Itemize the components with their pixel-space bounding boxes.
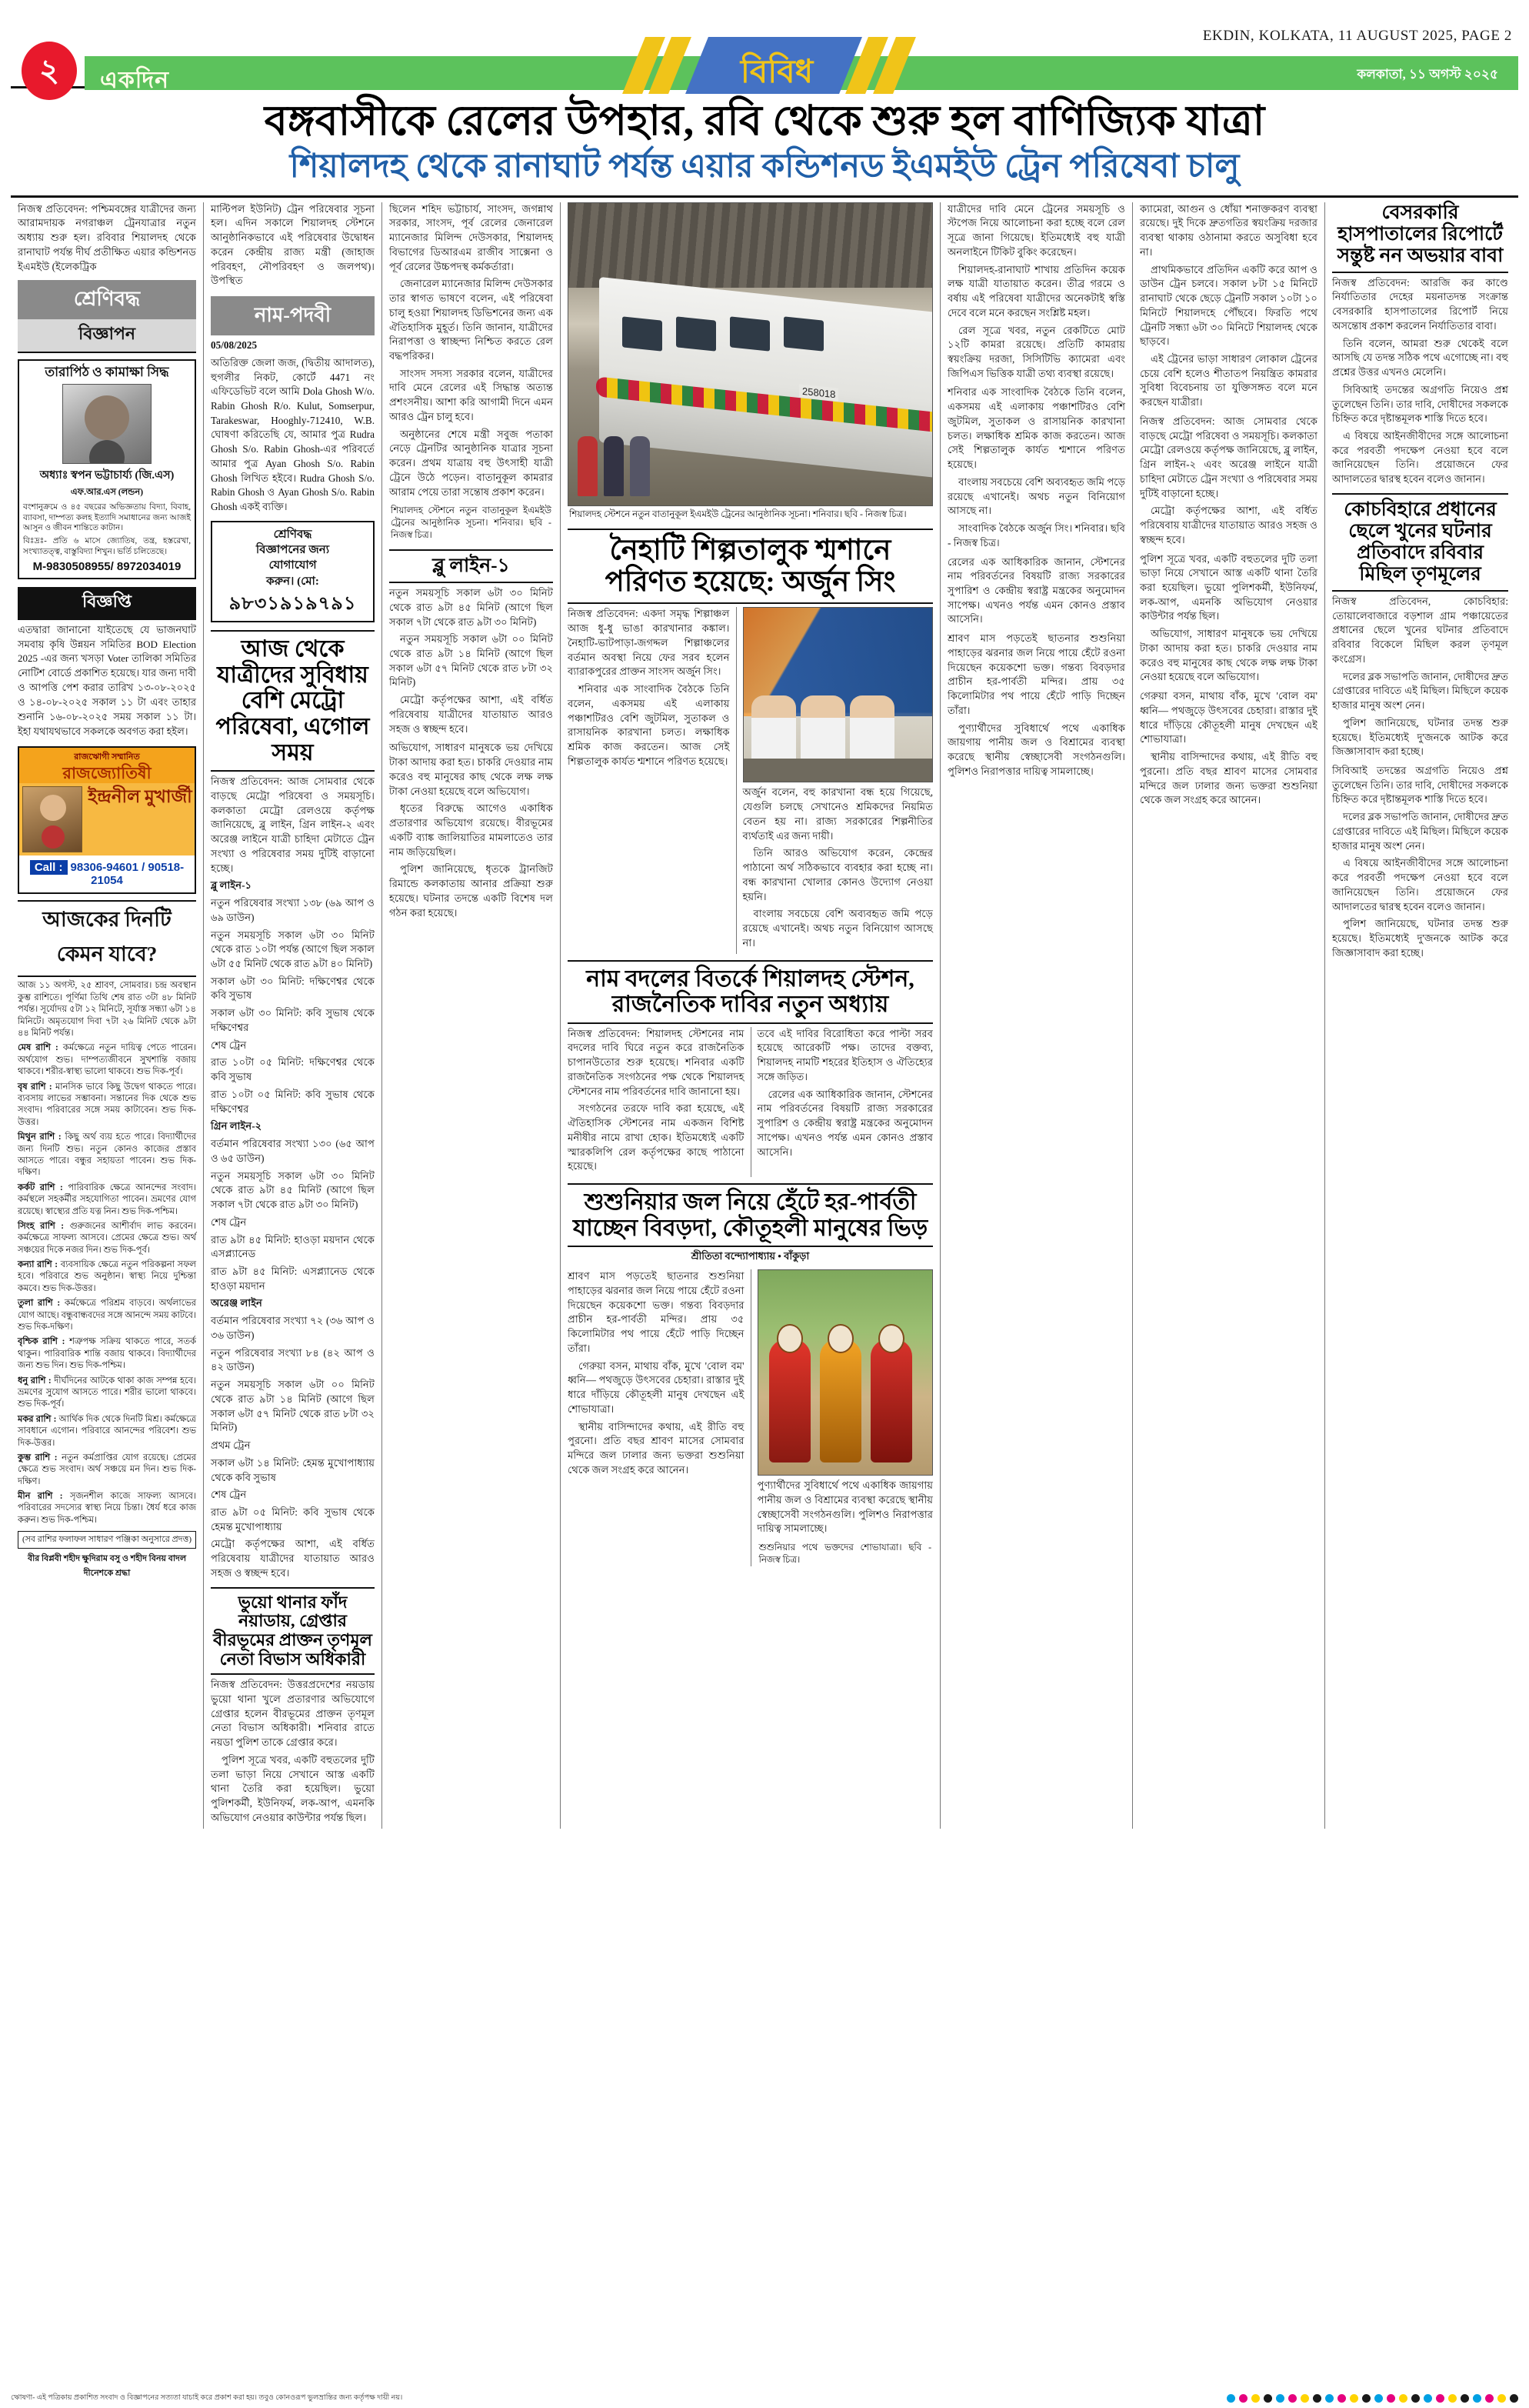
classified-heading: শ্রেণিবদ্ধ — [18, 280, 196, 319]
horoscope-item — [18, 1414, 196, 1449]
horoscope-text: আর্থিক দিক থেকে দিনটি মিশ্র। কর্মক্ষেত্রে সাবধানে এগোন। পরিবারে আনন্দের পরিবেশ। শুভ দিক-উত্তর। — [18, 1414, 196, 1448]
horoscope-item — [18, 1082, 196, 1129]
devotee-figure — [820, 1339, 861, 1462]
registration-dots — [407, 2394, 1518, 2403]
metro-line: শেষ ট্রেন — [211, 1216, 247, 1228]
metro-line: সকাল ৬টা ১৪ মিনিট: হেমন্ত মুখোপাধ্যায় থেকে কবি সুভাষ — [211, 1456, 375, 1483]
horoscope-text: সৃজনশীল কাজে সাফল্য আসবে। পরিবারের সদস্যের স্বাস্থ্য নিয়ে চিন্তা। ধৈর্য ধরে কাজ করুন। শুভ দিক-পশ্চিম। — [18, 1492, 196, 1525]
horoscope-item — [18, 1298, 196, 1333]
registration-dot — [1436, 2394, 1444, 2403]
shushunia-photo-caption: শুশুনিয়ার পথে ভক্তদের শোভাযাত্রা। ছবি - নিজস্ব চিত্র। — [758, 1542, 931, 1566]
horoscope-item — [18, 1336, 196, 1372]
metro-line: বর্তমান পরিষেবার সংখ্যা ১৩০ (৬৫ আপ ও ৬৫ ডাউন) — [211, 1138, 375, 1164]
metro-line-title: গ্রিন লাইন-২ — [211, 1120, 262, 1132]
shushunia-text-col1: শ্রাবণ মাস পড়তেই ছাতনার শুশুনিয়া পাহাড়ের ঝরনার জল নিয়ে পায়ে হেঁটে রওনা দিয়েছেন কয়েকশো ভক্ত। গন্তব্য বিবড়দার প্রাচীন হর-পার্বতী মন্দির। প্রায় ৩৫ কিলোমিটার পথ পায়ে হেঁটে পাড়ি দিচ্ছেন তাঁরা। গেরুয়া বসন, মাথায় বাঁক, মুখে 'বোল বম' ধ্বনি— পথজুড়ে উৎসবের চেহারা। রাস্তার দুই ধারে দাঁড়িয়ে কৌতূহলী মানুষ দেখছেন এই শোভাযাত্রা। স্থানীয় বাসিন্দাদের কথায়, এই রীতি বহু পুরনো। প্রতি বছর শ্রাবণ মাসের সোমবার মন্দিরে জল ঢালার জন্য ভক্তরা শুশুনিয়া থেকে জল সংগ্রহ করে আনেন। — [568, 1270, 745, 1476]
metro-line: নতুন সময়সূচি সকাল ৬টা ৩০ মিনিট থেকে রাত ৯টা ৪৫ মিনিট (আগে ছিল সকাল ৭টা থেকে রাত ৯টা ৩০ মিনিট) — [211, 1169, 375, 1211]
rajjyotishi-name-wrap — [85, 783, 195, 855]
bhuya-headline: ভুয়ো থানার ফাঁদ নয়াডায়, গ্রেপ্তার বীরভূমের প্রাক্তন তৃণমূল নেতা বিভাস অধিকারী — [211, 1587, 375, 1676]
bhuya-right-fill: পুলিশ সূত্রে খবর, একটি বহুতলের দুটি তলা ভাড়া নিয়ে সেখানে আস্ত একটি থানা তৈরি করা হয়েছিল। ভুয়ো পুলিশকর্মী, ইউনিফর্ম, লক-আপ, এমনকি অভিযোগ নেওয়ার কাউন্টার পর্যন্ত ছিল। অভিযোগ, সাধারণ মানুষকে ভয় দেখিয়ে টাকা আদায় করা হত। চাকরি দেওয়ার নাম করেও বহু মানুষের কাছ থেকে লক্ষ লক্ষ টাকা নেওয়া হয়েছে বলে অভিযোগ। — [1140, 552, 1317, 683]
metro-line: সকাল ৬টা ৩০ মিনিট: দক্ষিণেশ্বর থেকে কবি সুভাষ — [211, 975, 375, 1002]
horoscope-text: দীর্ঘদিনের আটকে থাকা কাজ সম্পন্ন হবে। ভ্রমণের সুযোগ আসতে পারে। শরীর ভালো থাকবে। শুভ দিক-পূর্ব। — [18, 1376, 196, 1409]
rajjyotishi-ad-top — [19, 748, 195, 783]
metro-headline-dup: ব্লু লাইন-১ — [389, 549, 553, 583]
devotee-head — [878, 1324, 904, 1353]
lead-text-right-1: যাত্রীদের দাবি মেনে ট্রেনের সময়সূচি ও স্টপেজ নিয়ে আলোচনা করা হচ্ছে বলে রেল সূত্রে জানা গিয়েছে। ইতিমধ্যেই বহু যাত্রী অনলাইনে টিকিট বুকিং করেছেন। শিয়ালদহ-রানাঘাট শাখায় প্রতিদিন কয়েক লক্ষ যাত্রী যাতায়াত করেন। তীব্র গরমে ও বর্ষায় এই পরিষেবা যাত্রীদের অনেকটাই স্বস্তি দেবে বলে মনে করছেন সংশ্লিষ্ট মহল। রেল সূত্রে খবর, নতুন রেকটিতে মোট ১২টি কামরা রয়েছে। প্রতিটি কামরায় স্বয়ংক্রিয় দরজা, সিসিটিভি ক্যামেরা এবং জিপিএস ভিত্তিক যাত্রী তথ্য ব্যবস্থা রয়েছে। — [948, 202, 1125, 379]
horoscope-text: শত্রুপক্ষ সক্রিয় থাকতে পারে, সতর্ক থাকুন। পারিবারিক শান্তি বজায় থাকবে। বিদ্যার্থীদের জন্য শুভ দিন। শুভ দিক-পশ্চিম। — [18, 1337, 196, 1371]
astrologer-ad-body: বংশানুক্রমে ও ৪৫ বছরের অভিজ্ঞতায় বিদ্যা, বিবাহ, ব্যাবসা, দাম্পত্য কলহ ইত্যাদি সমাধানের জন্য আজই আসুন ও জীবন শান্তিতে কাটান। — [23, 502, 191, 533]
metro-line: নতুন পরিষেবার সংখ্যা ৮৪ (৪২ আপ ও ৪২ ডাউন) — [211, 1346, 375, 1373]
private-hospital-body: নিজস্ব প্রতিবেদন: আরজি কর কাণ্ডে নির্যাতিতার দেহের ময়নাতদন্ত সংক্রান্ত বেসরকারি হাসপাতালের রিপোর্ট নিয়ে অসন্তোষ প্রকাশ করলেন নির্যাতিতার বাবা। তিনি বলেন, আমরা শুরু থেকেই বলে আসছি যে তদন্ত সঠিক পথে এগোচ্ছে না। বহু প্রশ্নের উত্তর এখনও মেলেনি। সিবিআই তদন্তের অগ্রগতি নিয়েও প্রশ্ন তুলেছেন তিনি। তার দাবি, দোষীদের সকলকে চিহ্নিত করে দৃষ্টান্তমূলক শাস্তি দিতে হবে। এ বিষয়ে আইনজীবীদের সঙ্গে আলোচনা করে পরবর্তী পদক্ষেপ নেওয়া হবে বলে জানিয়েছেন তিনি। প্রয়োজনে ফের আদালতের দ্বারস্থ হবেন বলেও জানান। — [1332, 276, 1508, 485]
metro-line-title: ব্লু লাইন-১ — [211, 879, 252, 892]
registration-dot — [1264, 2394, 1272, 2403]
lead-text-right-2: ক্যামেরা, আগুন ও ধোঁয়া শনাক্তকরণ ব্যবস্থা রয়েছে। দুই দিকে দ্রুতগতির স্বয়ংক্রিয় দরজার ব্যবস্থা থাকায় ওঠানামা করতে অসুবিধা হবে না। প্রাথমিকভাবে প্রতিদিন একটি করে আপ ও ডাউন ট্রেন চলবে। সকাল ৮টা ১৫ মিনিটে রানাঘাট থেকে ছেড়ে ট্রেনটি সকাল ১০টা ১০ মিনিটে শিয়ালদহে পৌঁছবে। ফিরতি পথে ট্রেনটি সন্ধ্যা ৬টা ৩০ মিনিটে শিয়ালদহ থেকে ছাড়বে। এই ট্রেনের ভাড়া সাধারণ লোকাল ট্রেনের চেয়ে বেশি হলেও শীতাতপ নিয়ন্ত্রিত কামরার সুবিধা বিবেচনায় তা যুক্তিসঙ্গত বলে মনে করছেন যাত্রীরা। — [1140, 202, 1317, 409]
devotee-head — [828, 1324, 854, 1353]
lead-photo-caption: শিয়ালদহ স্টেশনে নতুন বাতানুকূল ইএমইউ ট্রেনের আনুষ্ঠানিক সূচনা। শনিবার। ছবি - নিজস্ব চিত্র। — [391, 505, 551, 541]
sealdah-text-col2: তবে এই দাবির বিরোধিতা করে পাল্টা সরব হয়েছে আরেকটি পক্ষ। তাদের বক্তব্য, শিয়ালদহ নামটি শহরের ইতিহাস ও ঐতিহ্যের সঙ্গে জড়িত। রেলের এক আধিকারিক জানান, স্টেশনের নাম পরিবর্তনের বিষয়টি রাজ্য সরকারের সুপারিশ ও কেন্দ্রীয় স্বরাষ্ট্র মন্ত্রকের অনুমোদন সাপেক্ষ। এখনও পর্যন্ত এমন কোনও প্রস্তাব আসেনি। — [751, 1027, 934, 1177]
name-change-heading: নাম-পদবী — [211, 296, 375, 335]
astrologer-phone[interactable]: M-9830508955/ 8972034019 — [32, 559, 182, 573]
sealdah-text-col1: নিজস্ব প্রতিবেদন: শিয়ালদহ স্টেশনের নাম বদলের দাবি ঘিরে নতুন করে রাজনৈতিক চাপানউতোর শুরু হয়েছে। শনিবার একটি রাজনৈতিক সংগঠনের পক্ষ থেকে শিয়ালদহ স্টেশনের নাম পরিবর্তনের দাবি জানানো হয়। সংগঠনের তরফে দাবি করা হয়েছে, এই ঐতিহাসিক স্টেশনের নাম একজন বিশিষ্ট মনীষীর নামে রাখা হোক। ইতিমধ্যেই একটি স্মারকলিপি রেল কর্তৃপক্ষের কাছে পাঠানো হয়েছে। — [568, 1027, 745, 1172]
arjun-right — [736, 607, 934, 953]
section-title: বিবিধ — [740, 55, 814, 90]
shushunia-right — [751, 1269, 934, 1566]
classified-section — [18, 280, 196, 739]
horoscope-item — [18, 1376, 196, 1411]
registration-dot — [1362, 2394, 1371, 2403]
registration-dot — [1313, 2394, 1321, 2403]
horoscope-item — [18, 1259, 196, 1295]
column-5 — [940, 202, 1132, 1829]
registration-dot — [1497, 2394, 1506, 2403]
metro-line: রাত ১০টা ০৫ মিনিট: দক্ষিণেশ্বর থেকে কবি সুভাষ — [211, 1056, 375, 1083]
horoscope-sign: ধনু রাশি : — [18, 1376, 52, 1386]
horoscope-sign: সিংহ রাশি : — [18, 1221, 65, 1231]
train-window — [676, 316, 716, 351]
sealdah-headline: নাম বদলের বিতর্কে শিয়ালদহ স্টেশন, রাজনৈতিক দাবির নতুন অধ্যায় — [568, 960, 933, 1024]
registration-dot — [1411, 2394, 1420, 2403]
horoscope-item — [18, 1182, 196, 1218]
paper-name: একদিন — [100, 68, 170, 93]
devotees-procession-photo — [758, 1269, 934, 1476]
horoscope-heading: আজকের দিনটি কেমন যাবে? — [18, 900, 196, 977]
imprint-text: ঋোষণা- এই পত্রিকায় প্রকাশিত সংবাদ ও বিজ্ঞাপনের সত্যতা যাচাই করে প্রকাশ করা হয়। তবুও কোনওরূপ ভুলভ্রান্তির জন্য কর্তৃপক্ষ দায়ী নয়। — [11, 2393, 403, 2402]
train-window — [784, 316, 824, 351]
person-figure — [604, 436, 624, 496]
coochbehar-body: নিজস্ব প্রতিবেদন, কোচবিহার: তোয়ালেবাজারে বড়শাল গ্রাম পঞ্চায়েতের প্রধানের ছেলে খুনের ঘটনার প্রতিবাদে রবিবার বিকেলে মিছিল করল তৃণমূল কংগ্রেস। দলের ব্লক সভাপতি জানান, দোষীদের দ্রুত গ্রেপ্তারের দাবিতে এই মিছিল। মিছিলে কয়েক হাজার মানুষ অংশ নেন। পুলিশ জানিয়েছে, ঘটনার তদন্ত শুরু হয়েছে। ইতিমধ্যেই দু'জনকে আটক করে জিজ্ঞাসাবাদ করা হচ্ছে। — [1332, 595, 1508, 758]
horoscope-text: ব্যবসায়িক ক্ষেত্রে নতুন পরিকল্পনা সফল হবে। পরিবারে শুভ অনুষ্ঠান। স্বাস্থ্য নিয়ে দুশ্চিন্তা কমবে। শুভ দিক-উত্তর। — [18, 1260, 197, 1293]
metro-section-orange — [211, 1296, 375, 1580]
main-grid — [11, 202, 1518, 1829]
name-change-text: অতিরিক্ত জেলা জজ, (দ্বিতীয় আদালত), হুগলীর নিকট, কোর্টে 4471 নং এফিডেভিট বলে আমি Dola Ghosh W/o. Rabin Ghosh R/o. Kulut, Somserpur, Tarakeswar, Hooghly-712410, W.B. ঘোষণা করিতেছি যে, আমার পুত্র Rudra Ghosh S/o. Rabin Ghosh-এর পরিবর্তে আমার পুত্র Ayan Ghosh S/o. Rabin Ghosh লিখিত হইবে। Rudra Ghosh S/o. Rabin Ghosh ও Ayan Ghosh S/o. Rabin Ghosh একই ব্যক্তি। — [211, 356, 375, 513]
horoscope-text: মানসিক ভাবে কিছু উদ্বেগ থাকতে পারে। ব্যবসায় লাভের সম্ভাবনা। সন্তানের দিক থেকে শুভ সংবাদ। পরিবারের সঙ্গে সময় কাটাবেন। শুভ দিক-উত্তর। — [18, 1082, 196, 1127]
registration-dot — [1424, 2394, 1432, 2403]
metro-intro: নিজস্ব প্রতিবেদন: আজ সোমবার থেকে বাড়ছে মেট্রো পরিষেবা ও সময়সূচি। কলকাতা মেট্রো রেলওয়ে কর্তৃপক্ষ জানিয়েছে, ব্লু লাইন, গ্রিন লাইন-২ এবং অরেঞ্জ লাইনে যাত্রী চাহিদা মেটাতে ট্রেন সংখ্যা ও পরিষেবার সময় দুটিই বাড়ানো হচ্ছে। — [211, 775, 375, 874]
horoscope-intro: আজ ১১ অগস্ট, ২৫ শ্রাবণ, সোমবার। চন্দ্র অবস্থান কুম্ভ রাশিতে। পূর্ণিমা তিথি শেষ রাত ৩টা ৪৮ মিনিট পর্যন্ত। সূর্যোদয় ৫টা ১২ মিনিটে, সূর্যাস্ত সন্ধ্যা ৬টা ১৪ মিনিটে। অমৃতযোগ দিবা ৭টা ২৬ মিনিট থেকে ৯টা ৪৪ মিনিট পর্যন্ত। — [18, 981, 196, 1039]
lead-subheadline: শিয়ালদহ থেকে রানাঘাট পর্যন্ত এয়ার কন্ডিশনড ইএমইউ ট্রেন পরিষেবা চালু — [289, 148, 1240, 185]
sealdah-body-grid — [568, 1027, 933, 1177]
shushunia-text-col2: পুণ্যার্থীদের সুবিধার্থে পথে একাধিক জায়গায় পানীয় জল ও বিশ্রামের ব্যবস্থা করেছে স্থানীয় স্বেচ্ছাসেবী সংগঠনগুলি। পুলিশও নিরাপত্তার দায়িত্ব সামলাচ্ছে। — [757, 1479, 933, 1535]
notice-body: এতদ্বারা জানানো যাইতেছে যে ভাজনঘাট সমবায় কৃষি উন্নয়ন সমিতির BOD Election 2025 -এর জন্য খসড়া Voter তালিকা সমিতির নোটিশ বোর্ডে প্রকাশিত হয়েছে। যার জন্য দাবী ও আপত্তি পেশ করার তারিখ ১৩-০৮-২০২৫ ও ১৪-০৮-২০২৫ সকাল ১১ টা এবং তাহার শুনানি ১৬-০৮-২০২৫ সময় সকাল ১১ টা। ইহা যথাযথভাবে সকলকে অবগত করা হইল। — [18, 623, 196, 737]
registration-dot — [1337, 2394, 1346, 2403]
metro-line: সকাল ৬টা ৩০ মিনিট: কবি সুভাষ থেকে দক্ষিণেশ্বর — [211, 1007, 375, 1033]
shushunia-headline: শুশুনিয়ার জল নিয়ে হেঁটে হর-পার্বতী যাচ্ছেন বিবড়দা, কৌতূহলী মানুষের ভিড় — [568, 1183, 933, 1247]
column-3 — [381, 202, 560, 1829]
name-change-body — [211, 339, 375, 515]
metro-line: রাত ৯টা ৪৫ মিনিট: হাওড়া ময়দান থেকে এসপ্ল্যানেড — [211, 1233, 375, 1260]
horoscope-footnote: (সব রাশির ফলাফল সাধারণ পঞ্জিকা অনুসারে প্রদত্ত) — [18, 1531, 196, 1548]
horoscope-sign: মিথুন রাশি : — [18, 1132, 62, 1142]
astrologer-photo — [62, 384, 152, 464]
registration-dot — [1350, 2394, 1358, 2403]
horoscope-text: কিছু অর্থ ব্যয় হতে পারে। বিদ্যার্থীদের জন্য দিনটি শুভ। নতুন কোনও কাজের প্রস্তাব আসতে পারে। বন্ধুর সহায়তা পাবেন। শুভ দিক-দক্ষিণ। — [18, 1132, 196, 1178]
coochbehar-headline: কোচবিহারে প্রধানের ছেলে খুনের ঘটনার প্রতিবাদে রবিবার মিছিল তৃণমূলের — [1332, 493, 1508, 592]
metro-line: শেষ ট্রেন — [211, 1039, 247, 1051]
metro-outro: মেট্রো কর্তৃপক্ষের আশা, এই বর্ধিত পরিষেবায় যাত্রীদের যাতায়াত আরও সহজ ও স্বচ্ছন্দ হবে। — [211, 1538, 375, 1579]
bhuya-text-col2: অভিযোগ, সাধারণ মানুষকে ভয় দেখিয়ে টাকা আদায় করা হত। চাকরি দেওয়ার নাম করেও বহু মানুষের কাছ থেকে লক্ষ লক্ষ টাকা নেওয়া হয়েছে বলে অভিযোগ। ধৃতের বিরুদ্ধে আগেও একাধিক প্রতারণার অভিযোগ রয়েছে। বীরভূমের একটি ব্যাঙ্ক জালিয়াতির মামলাতেও তার নাম জড়িয়েছিল। পুলিশ জানিয়েছে, ধৃতকে ট্রানজিট রিমান্ডে কলকাতায় আনার প্রক্রিয়া শুরু হয়েছে। ঘটনার তদন্তে একটি বিশেষ দল গঠন করা হয়েছে। — [389, 742, 553, 919]
page-number-badge: ২ — [22, 42, 77, 100]
horoscope-text: কর্মক্ষেত্রে পরিশ্রম বাড়বে। অর্থলাভের যোগ আছে। বন্ধুবান্ধবদের সঙ্গে আনন্দে সময় কাটবে। শুভ দিক-দক্ষিণ। — [18, 1299, 196, 1332]
astrologer-credentials: এফ.আর.এস (লন্ডন) — [70, 487, 144, 497]
registration-dot — [1485, 2394, 1494, 2403]
registration-dot — [1227, 2394, 1235, 2403]
registration-dot — [1276, 2394, 1284, 2403]
sealdah-extra-col: রেলের এক আধিকারিক জানান, স্টেশনের নাম পরিবর্তনের বিষয়টি রাজ্য সরকারের সুপারিশ ও কেন্দ্রীয় স্বরাষ্ট্র মন্ত্রকের অনুমোদন সাপেক্ষ। এখনও পর্যন্ত এমন কোনও প্রস্তাব আসেনি। — [948, 555, 1125, 625]
classified-subheading: বিজ্ঞাপন — [18, 319, 196, 353]
private-hospital-headline: বেসরকারি হাসপাতালের রিপোর্টে সন্তুষ্ট নন অভয়ার বাবা — [1332, 202, 1508, 273]
metro-line: নতুন সময়সূচি সকাল ৬টা ০০ মিনিট থেকে রাত ৯টা ১৪ মিনিট (আগে ছিল সকাল ৬টা ৫৭ মিনিট থেকে রাত ৮টা ৩২ মিনিট) — [211, 1379, 375, 1434]
devotee-head — [777, 1324, 803, 1353]
lead-text-col1: নিজস্ব প্রতিবেদন: পশ্চিমবঙ্গের যাত্রীদের জন্য আরামদায়ক নগরাঞ্চল ট্রেনযাত্রার নতুন অধ্যায় শুরু হল। রবিবার শিয়ালদহ থেকে রানাঘাট পর্যন্ত দীর্ঘ প্রতীক্ষিত এয়ার কন্ডিশনড ইএমইউ (ইলেকট্রিক — [18, 202, 196, 272]
metro-line: নতুন পরিষেবার সংখ্যা ১৩৮ (৬৯ আপ ও ৬৯ ডাউন) — [211, 897, 375, 923]
english-dateline: EKDIN, KOLKATA, 11 AUGUST 2025, PAGE 2 — [1202, 28, 1512, 44]
horoscope-text: গুরুজনের আশীর্বাদ লাভ করবেন। কর্মক্ষেত্রে সাফল্য আসবে। প্রেমের ক্ষেত্রে শুভ। অর্থ সঞ্চয়ের দিকে নজর দিন। শুভ দিক-পূর্ব। — [18, 1221, 196, 1255]
train-photo — [568, 202, 933, 506]
train-photo-caption: শিয়ালদহ স্টেশনে নতুন বাতানুকূল ইএমইউ ট্রেনের আনুষ্ঠানিক সূচনা। শনিবার। ছবি - নিজস্ব চিত্র। — [569, 508, 907, 519]
registration-dot — [1239, 2394, 1248, 2403]
train-coach-number: 258018 — [799, 384, 838, 401]
horoscope-sign: বৃষ রাশি : — [18, 1082, 52, 1092]
registration-dot — [1374, 2394, 1383, 2403]
metro-section-blue — [211, 879, 375, 1116]
person-figure — [630, 436, 650, 496]
horoscope-sign: মকর রাশি : — [18, 1414, 57, 1424]
registration-dot — [1461, 2394, 1469, 2403]
column-7 — [1324, 202, 1515, 1829]
lead-text-col2: মাল্টিপল ইউনিট) ট্রেন পরিষেবার সূচনা হল। এদিন সকালে শিয়ালদহ স্টেশনে আনুষ্ঠানিকভাবে এই পরিষেবার উদ্বোধন করেন কেন্দ্রীয় রাজ্য মন্ত্রী (জাহাজ পরিবহণ, নৌপরিবহণ ও জলপথ)। উপস্থিত — [211, 202, 375, 287]
horoscope-item — [18, 1452, 196, 1488]
column7-extra: সিবিআই তদন্তের অগ্রগতি নিয়েও প্রশ্ন তুলেছেন তিনি। তার দাবি, দোষীদের সকলকে চিহ্নিত করে দৃষ্টান্তমূলক শাস্তি দিতে হবে। দলের ব্লক সভাপতি জানান, দোষীদের দ্রুত গ্রেপ্তারের দাবিতে এই মিছিল। মিছিলে কয়েক হাজার মানুষ অংশ নেন। এ বিষয়ে আইনজীবীদের সঙ্গে আলোচনা করে পরবর্তী পদক্ষেপ নেওয়া হবে বলে জানিয়েছেন তিনি। প্রয়োজনে ফের আদালতের দ্বারস্থ হবেন বলেও জানান। পুলিশ জানিয়েছে, ঘটনার তদন্ত শুরু হয়েছে। ইতিমধ্যেই দু'জনকে আটক করে জিজ্ঞাসাবাদ করা হচ্ছে। — [1332, 764, 1508, 959]
arjun-extra-col: শনিবার এক সাংবাদিক বৈঠকে তিনি বলেন, একসময় এই এলাকায় পঞ্চাশটিরও বেশি জুটমিল, সুতাকল ও রাসায়নিক কারখানা চলত। লক্ষাধিক শ্রমিক কাজ করতেন। আজ সেই শিল্পতালুক কার্যত শ্মশানে পরিণত হয়েছে। বাংলায় সবচেয়ে বেশি অব্যবহৃত জমি পড়ে রয়েছে এখানেই। অথচ নতুন বিনিয়োগ আসছে না। সাংবাদিক বৈঠকে অর্জুন সিং। শনিবার। ছবি - নিজস্ব চিত্র। — [948, 386, 1125, 549]
horoscope-sign: তুলা রাশি : — [18, 1299, 61, 1309]
horoscope-sign: কন্যা রাশি : — [18, 1260, 58, 1270]
horoscope-sign: কুম্ভ রাশি : — [18, 1452, 58, 1462]
devotee-figure — [871, 1339, 912, 1462]
press-table — [744, 759, 933, 782]
shushunia-byline: শ্রীতিতা বন্দ্যোপাধ্যায় • বাঁকুড়া — [691, 1250, 810, 1262]
rajjyotishi-phone[interactable]: 98306-94601 / 90518-21054 — [70, 861, 185, 888]
metro-line: প্রথম ট্রেন — [211, 1439, 251, 1452]
rajjyotishi-photo — [22, 786, 82, 852]
bhuya-text-col1: নিজস্ব প্রতিবেদন: উত্তরপ্রদেশের নয়ডায় ভুয়ো থানা খুলে প্রতারণার অভিযোগে গ্রেপ্তার হলেন বীরভূমের প্রাক্তন তৃণমূল নেতা বিভাস অধিকারী। শনিবার রাতে নয়ডা পুলিশ তাকে গ্রেপ্তার করে। পুলিশ সূত্রে খবর, একটি বহুতলের দুটি তলা ভাড়া নিয়ে সেখানে আস্ত একটি থানা তৈরি করা হয়েছিল। ভুয়ো পুলিশকর্মী, ইউনিফর্ম, লক-আপ, এমনকি অভিযোগ নেওয়ার কাউন্টার পর্যন্ত ছিল। — [211, 1679, 375, 1823]
astrologer-ad[interactable] — [18, 359, 196, 579]
metro-line-title: অরেঞ্জ লাইন — [211, 1297, 262, 1309]
classified-contact-line-3: যোগাযোগ — [268, 559, 317, 572]
arjun-text-col2: অর্জুন বলেন, বহু কারখানা বন্ধ হয়ে গিয়েছে, যেগুলি চলছে সেখানেও শ্রমিকদের নিয়মিত বেতন হয় না। রাজ্য সরকারের শিল্পনীতির ব্যর্থতাই এর জন্য দায়ী। তিনি আরও অভিযোগ করেন, কেন্দ্রের পাঠানো অর্থ সঠিকভাবে ব্যবহার করা হচ্ছে না। বন্ধ কারখানা খোলার কোনও উদ্যোগ নেওয়া হয়নি। বাংলায় সবচেয়ে বেশি অব্যবহৃত জমি পড়ে রয়েছে এখানেই। অথচ নতুন বিনিয়োগ আসছে না। — [742, 786, 933, 949]
metro-right-fill: নিজস্ব প্রতিবেদন: আজ সোমবার থেকে বাড়ছে মেট্রো পরিষেবা ও সময়সূচি। কলকাতা মেট্রো রেলওয়ে কর্তৃপক্ষ জানিয়েছে, ব্লু লাইন, গ্রিন লাইন-২ এবং অরেঞ্জ লাইনে যাত্রী চাহিদা মেটাতে ট্রেন সংখ্যা ও পরিষেবার সময় দুটিই বাড়ানো হচ্ছে। মেট্রো কর্তৃপক্ষের আশা, এই বর্ধিত পরিষেবায় যাত্রীদের যাতায়াত আরও সহজ ও স্বচ্ছন্দ হবে। — [1140, 415, 1317, 545]
metro-line: বর্তমান পরিষেবার সংখ্যা ৭২ (৩৬ আপ ও ৩৬ ডাউন) — [211, 1315, 375, 1341]
rajjyotishi-badge: রাজঋোগী সম্মানিত — [74, 752, 140, 762]
masthead — [11, 0, 1518, 93]
rajjyotishi-name: ইন্দ্রনীল মুখার্জী — [88, 787, 192, 807]
registration-dot — [1251, 2394, 1260, 2403]
classified-contact-line-1: শ্রেণিবদ্ধ — [273, 528, 312, 541]
column-6 — [1132, 202, 1324, 1829]
name-change-date: 05/08/2025 — [211, 339, 258, 352]
metro-line: রাত ১০টা ০৫ মিনিট: কবি সুভাষ থেকে দক্ষিণেশ্বর — [211, 1088, 375, 1115]
classified-contact-line-4: করুন। (মো: — [266, 575, 319, 588]
bengali-dateline: কলকাতা, ১১ অগস্ট ২০২৫ — [1357, 67, 1498, 82]
section-nameplate — [626, 37, 934, 91]
horoscope-item — [18, 1491, 196, 1526]
horoscope-sign: মেষ রাশি : — [18, 1043, 58, 1053]
shushunia-extra-col: শ্রাবণ মাস পড়তেই ছাতনার শুশুনিয়া পাহাড়ের ঝরনার জল নিয়ে পায়ে হেঁটে রওনা দিয়েছেন কয়েকশো ভক্ত। গন্তব্য বিবড়দার প্রাচীন হর-পার্বতী মন্দির। প্রায় ৩৫ কিলোমিটার পথ পায়ে হেঁটে পাড়ি দিচ্ছেন তাঁরা। পুণ্যার্থীদের সুবিধার্থে পথে একাধিক জায়গায় পানীয় জল ও বিশ্রামের ব্যবস্থা করেছে স্থানীয় স্বেচ্ছাসেবী সংগঠনগুলি। পুলিশও নিরাপত্তার দায়িত্ব সামলাচ্ছে। — [948, 632, 1125, 777]
shushunia-body-grid — [568, 1269, 933, 1566]
column-4 — [560, 202, 940, 1829]
train-window — [622, 316, 662, 351]
metro-extra: নতুন সময়সূচি সকাল ৬টা ৩০ মিনিট থেকে রাত ৯টা ৪৫ মিনিট (আগে ছিল সকাল ৭টা থেকে রাত ৯টা ৩০ মিনিট) নতুন সময়সূচি সকাল ৬টা ০০ মিনিট থেকে রাত ৯টা ১৪ মিনিট (আগে ছিল সকাল ৬টা ৫৭ মিনিট থেকে রাত ৮টা ৩২ মিনিট) মেট্রো কর্তৃপক্ষের আশা, এই বর্ধিত পরিষেবায় যাত্রীদের যাতায়াত আরও সহজ ও স্বচ্ছন্দ হবে। — [389, 587, 553, 735]
arjun-body-grid — [568, 607, 933, 953]
rajjyotishi-ad-mid — [19, 783, 195, 855]
metro-line: রাত ৯টা ০৫ মিনিট: কবি সুভাষ থেকে হেমন্ত মুখোপাধ্যায় — [211, 1506, 375, 1533]
column-1 — [11, 202, 203, 1829]
rajjyotishi-title: রাজজ্যোতিষী — [62, 764, 152, 783]
metro-section-green — [211, 1119, 375, 1293]
classified-contact-box[interactable] — [211, 521, 375, 622]
bottom-strip — [0, 2388, 1529, 2408]
astrologer-ad-title: তারাপিঠ ও কামাক্ষা সিদ্ধ — [45, 365, 169, 380]
registration-dot — [1510, 2394, 1518, 2403]
devotee-figure — [769, 1339, 811, 1462]
call-label: Call : — [30, 860, 68, 875]
rajjyotishi-call-row[interactable] — [22, 859, 192, 889]
horoscope-text: কর্মক্ষেত্রে নতুন দায়িত্ব পেতে পারেন। অর্থযোগ শুভ। দাম্পত্যজীবনে সুখশান্তি বজায় থাকবে। শরীর-স্বাস্থ্য ভালো থাকবে। শুভ দিক-পূর্ব। — [18, 1043, 196, 1077]
rajjyotishi-phone-wrap — [22, 861, 192, 887]
person-figure — [578, 436, 598, 496]
station-roof — [568, 203, 932, 288]
rajjyotishi-ad[interactable] — [18, 746, 196, 894]
registration-dot — [1448, 2394, 1457, 2403]
horoscope-text: পারিবারিক ক্ষেত্রে আনন্দের সংবাদ। কর্মস্থলে সহকর্মীর সহযোগিতা পাবেন। ভ্রমণের যোগ রয়েছে। স্বাস্থ্যের প্রতি যত্ন নিন। শুভ দিক-পশ্চিম। — [18, 1182, 197, 1216]
arjun-text-col1: নিজস্ব প্রতিবেদন: একদা সমৃদ্ধ শিল্পাঞ্চল আজ ধু-ধু ভাঙা কারখানার কঙ্কাল। নৈহাটি-ভাটপাড়া-জগদ্দল শিল্পাঞ্চলের বর্তমান অবস্থা নিয়ে ফের সরব হলেন ব্যারাকপুরের প্রাক্তন সাংসদ অর্জুন সিং। শনিবার এক সাংবাদিক বৈঠকে তিনি বলেন, একসময় এই এলাকায় পঞ্চাশটিরও বেশি জুটমিল, সুতাকল ও রাসায়নিক কারখানা চলত। লক্ষাধিক শ্রমিক কাজ করতেন। আজ সেই শিল্পতালুক কার্যত শ্মশানে পরিণত হয়েছে। — [568, 608, 730, 767]
horoscope-sign: বৃশ্চিক রাশি : — [18, 1337, 65, 1347]
lead-text-col3: ছিলেন শহিদ ভট্টাচার্য, সাংসদ, জগন্নাথ সরকার, সাংসদ, পূর্ব রেলের জেনারেল ম্যানেজার মিলিন্দ দেউসকার, শিয়ালদহ বিভাগের ডিআরএম রাজীব সাক্সেনা ও পূর্ব রেলের উচ্চপদস্থ কর্মকর্তারা। জেনারেল ম্যানেজার মিলিন্দ দেউসকার তার স্বাগত ভাষণে বলেন, এই পরিষেবা চালু হওয়া শিয়ালদহ ডিভিশনের জন্য এক ঐতিহাসিক মুহূর্ত। তিনি জানান, যাত্রীদের নিরাপত্তা ও স্বাচ্ছন্দ্য নিশ্চিত করতে রেল বদ্ধপরিকর। সাংসদ সদস্য সরকার বলেন, যাত্রীদের দাবি মেনে রেলের এই সিদ্ধান্ত অত্যন্ত প্রশংসনীয়। আশা করি আগামী দিনে এমন আরও ট্রেন চালু হবে। অনুষ্ঠানের শেষে মন্ত্রী সবুজ পতাকা নেড়ে ট্রেনটির আনুষ্ঠানিক যাত্রার সূচনা করেন। প্রথম যাত্রায় বহু উৎসাহী যাত্রী ট্রেনে উঠে পড়েন। বাতানুকূল কামরার আরাম পেয়ে তারা সন্তোষ প্রকাশ করেন। — [389, 202, 553, 498]
metro-headline: আজ থেকে যাত্রীদের সুবিধায় বেশি মেট্রো পরিষেবা, এগোল সময় — [211, 630, 375, 772]
horoscope-item — [18, 1221, 196, 1256]
classified-contact-phone[interactable]: ৯৮৩১৯১৯৭৯১ — [228, 592, 357, 614]
horoscope-item — [18, 1132, 196, 1179]
registration-dot — [1301, 2394, 1309, 2403]
metro-line: শেষ ট্রেন — [211, 1489, 247, 1501]
arjun-headline: নৈহাটি শিল্পতালুক শ্মশানে পরিণত হয়েছে: অর্জুন সিং — [568, 529, 933, 605]
registration-dot — [1399, 2394, 1407, 2403]
astrologer-name: অধ্যাঃ স্বপন ভট্টাচার্য্য (জি.এস) — [39, 469, 175, 482]
metro-line: রাত ৯টা ৪৫ মিনিট: এসপ্ল্যানেড থেকে হাওড়া ময়দান — [211, 1265, 375, 1292]
horoscope-section — [18, 900, 196, 1580]
divider — [11, 195, 1518, 198]
registration-dot — [1387, 2394, 1395, 2403]
horoscope-sign: মীন রাশি : — [18, 1492, 63, 1502]
classified-contact-line-2: বিজ্ঞাপনের জন্য — [255, 544, 330, 557]
horoscope-salute: বীর বিপ্লবী শহীদ ক্ষুদিরাম বসু ও শহীদ বিনয় বাদল দীনেশকে শ্রদ্ধা — [27, 1553, 187, 1578]
horoscope-sign: কর্কট রাশি : — [18, 1182, 63, 1192]
people-on-platform — [575, 404, 667, 496]
arjun-press-conference-photo — [743, 607, 934, 782]
registration-dot — [1473, 2394, 1481, 2403]
registration-dot — [1325, 2394, 1334, 2403]
train-window — [730, 316, 770, 351]
shushunia-right-fill: গেরুয়া বসন, মাথায় বাঁক, মুখে 'বোল বম' ধ্বনি— পথজুড়ে উৎসবের চেহারা। রাস্তার দুই ধারে দাঁড়িয়ে কৌতূহলী মানুষ দেখছেন এই শোভাযাত্রা। স্থানীয় বাসিন্দাদের কথায়, এই রীতি বহু পুরনো। প্রতি বছর শ্রাবণ মাসের সোমবার মন্দিরে জল ঢালার জন্য ভক্তরা শুশুনিয়া থেকে জল সংগ্রহ করে আনেন। — [1140, 690, 1317, 806]
astrologer-ad-note: বিঃদ্রঃ- প্রতি ৬ মাসে জ্যোতিষ, তন্ত্র, হস্তরেখা, সংখ্যাতত্ত্ব, বাস্তুবিদ্যা শিখুন। ভর্তি চলিতেছে। — [23, 537, 191, 556]
registration-dot — [1288, 2394, 1297, 2403]
lead-headline: বঙ্গবাসীকে রেলের উপহার, রবি থেকে শুরু হল বাণিজ্যিক যাত্রা — [264, 98, 1265, 144]
notice-heading: বিজ্ঞপ্তি — [18, 587, 196, 620]
metro-line: নতুন সময়সূচি সকাল ৬টা ৩০ মিনিট থেকে রাত ১০টা পর্যন্ত (আগে ছিল সকাল ৬টা ৫৫ মিনিট থেকে রাত ৯টা ৪০ মিনিট) — [211, 929, 375, 970]
horoscope-text: নতুন কর্মপ্রাপ্তির যোগ রয়েছে। প্রেমের ক্ষেত্রে শুভ সংবাদ। অর্থ সঞ্চয়ে মন দিন। শুভ দিক-দক্ষিণ। — [18, 1452, 196, 1486]
column-2 — [203, 202, 381, 1829]
horoscope-item — [18, 1042, 196, 1078]
